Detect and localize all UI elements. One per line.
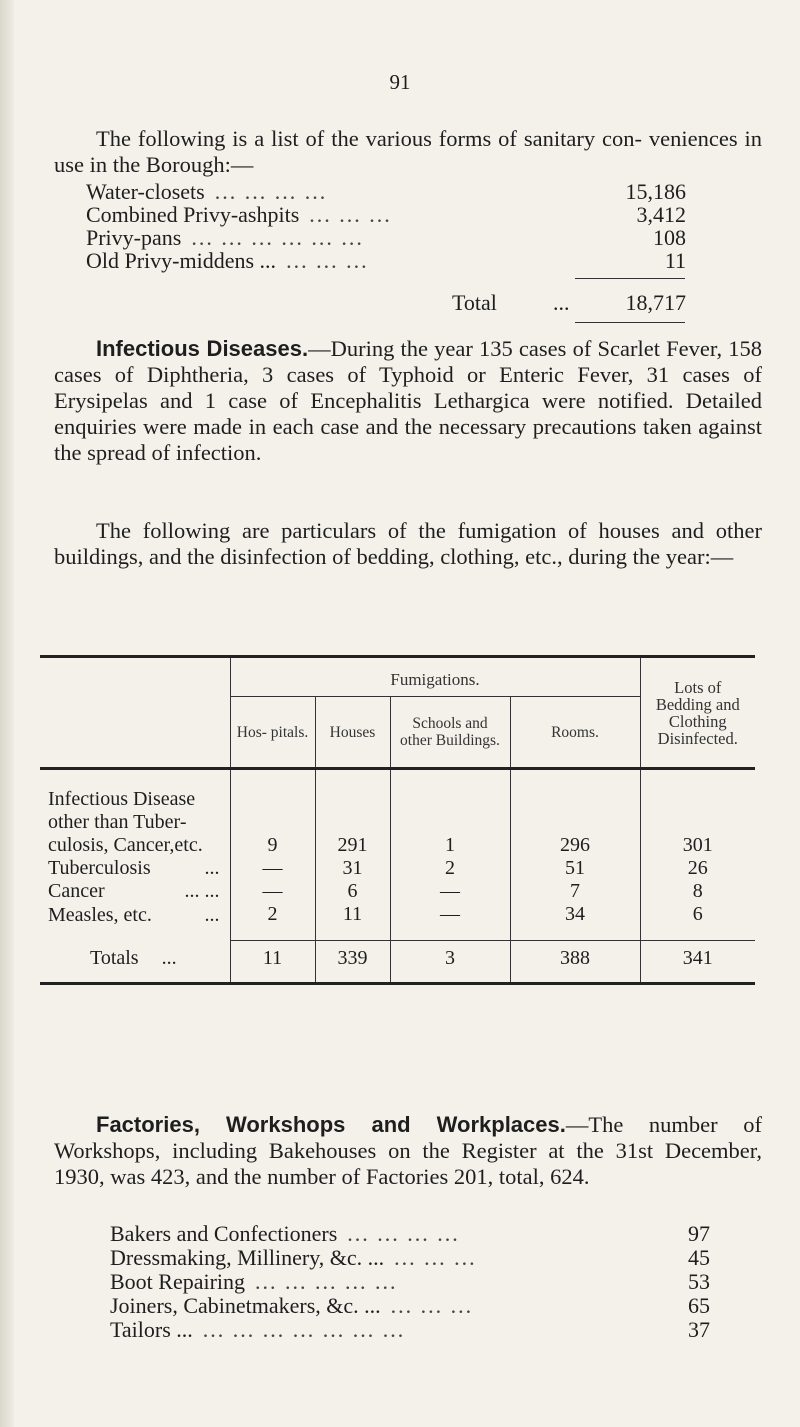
fumigation-table [40,655,755,985]
list-item: Privy-pans ... ... ... ... ... ... 108 [86,225,686,250]
factories-text: —The number of Workshops, including Bakehouses on the Register at the 31st December, 1930, was 423, and the number of Factories 201, total, 624. [54,1112,762,1189]
row-label: Tuberculosis ... [48,857,220,879]
list-item: Bakers and Confectioners ... ... ... ... 97 [110,1221,710,1246]
list-item: Joiners, Cabinetmakers, &c. ... ... ... ... 65 [110,1293,710,1318]
row-label: Measles, etc. ... [48,903,220,926]
fumigation-intro: The following are particulars of the fumigation of houses and other buildings, and the disinfection of bedding, clothing, etc., during the year:— [54,518,762,569]
list-item: Water-closets ... ... ... ... 15,186 [86,179,686,204]
conveniences-list [86,180,686,272]
row-label: Cancer ... ... [48,880,220,902]
col-header-schools: Schools and other Buildings. [390,697,510,769]
factories-heading: Factories, Workshops and Workplaces. [96,1112,566,1137]
table-row: Measles, etc. ... 2 11 — 34 6 [40,903,755,941]
row-label: Infectious Disease other than Tuber- culosis, Cancer,etc. [48,788,203,856]
list-item: Tailors ... ... ... ... ... ... ... ... 37 [110,1317,710,1342]
col-header-rooms: Rooms. [510,697,640,769]
total-rule-bottom [575,322,685,323]
infectious-diseases-text: —During the year 135 cases of Scarlet Fever, 158 cases of Diphtheria, 3 cases of Typhoid or Enteric Fever, 31 cases of Erysipelas and 1 case of Encephalitis Lethargica were notified. Detailed enquiries were made in each case and the necessary precautions taken against the spread of infection. [54,336,762,465]
page-number: 91 [389,70,411,94]
list-item: Old Privy-middens ... ... ... ... 11 [86,248,686,273]
table-row: Infectious Disease other than Tuber- culosis, Cancer,etc. 9 291 1 296 301 [40,769,755,858]
table-header-row [40,657,755,697]
infectious-diseases-paragraph [54,336,762,466]
col-header-hospitals: Hos- pitals. [230,697,315,769]
sanitary-intro-text: The following is a list of the various forms of sanitary con- veniences in use in the Borough:— [54,126,762,177]
sanitary-intro [54,126,762,178]
page-edge [0,0,14,1427]
totals-label: Totals ... [90,947,177,969]
list-item: Boot Repairing ... ... ... ... ... 53 [110,1269,710,1294]
lots-disinfected-header: Lots of Bedding and Clothing Disinfected. [640,657,755,769]
totals-row: Totals ... 11 339 3 388 341 [40,941,755,984]
total-rule-top [575,278,685,279]
factories-paragraph [54,1112,762,1190]
table-row: Tuberculosis ... — 31 2 51 26 [40,857,755,880]
workshops-list [110,1222,710,1342]
infectious-diseases-heading: Infectious Diseases. [96,336,309,361]
stub-header [40,657,230,769]
list-item: Combined Privy-ashpits ... ... ... 3,412 [86,202,686,227]
conveniences-total: Total ... 18,717 [452,290,686,315]
table-row: Cancer ... ... — 6 — 7 8 [40,880,755,903]
list-item: Dressmaking, Millinery, &c. ... ... ... ... 45 [110,1245,710,1270]
col-header-houses: Houses [315,697,390,769]
fumigations-group-header: Fumigations. [230,657,640,697]
